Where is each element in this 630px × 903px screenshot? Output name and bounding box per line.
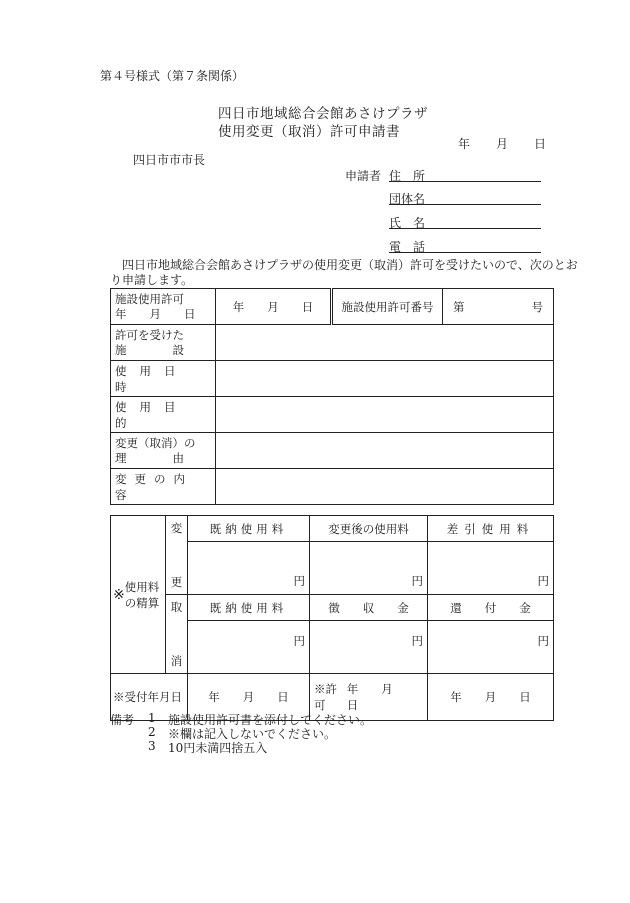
permit-date-label-a: 施設使用許可 xyxy=(115,291,184,306)
address-label: 住 所 xyxy=(389,169,426,183)
received-date-field[interactable]: 年 月 日 xyxy=(188,674,310,721)
cancel-label xyxy=(166,595,188,674)
note-2-num: 2 xyxy=(148,725,156,739)
permit-number-suffix: 号 xyxy=(531,299,543,314)
paid-fee-header: 既納使用料 xyxy=(188,516,310,542)
fee-settlement-table xyxy=(110,515,554,721)
reason-field[interactable] xyxy=(216,433,554,469)
intro-line1: 四日市地域総合会館あさけプラザの使用変更（取消）許可を受けたいので、次のとお xyxy=(110,258,578,272)
facility-label xyxy=(111,325,216,361)
permit-date: 年 月 日 xyxy=(346,682,416,712)
permit-date-label-b: 年 月 日 xyxy=(115,306,196,321)
org-name-label: 団体名 xyxy=(389,192,426,206)
change-header-row xyxy=(111,516,554,542)
reason-label-a: 変更（取消）の xyxy=(115,435,196,450)
purpose-label: 使用目的 xyxy=(111,397,216,433)
phone-label: 電 話 xyxy=(389,240,426,254)
addressee: 四日市市市長 xyxy=(133,153,206,167)
cancel-a: 取 xyxy=(170,600,183,614)
change-a: 変 xyxy=(170,521,183,535)
received-date-label: ※受付年月日 xyxy=(111,674,188,721)
permit-number-label: 施設使用許可番号 xyxy=(332,289,443,325)
content-field[interactable] xyxy=(216,469,554,505)
facility-field[interactable] xyxy=(216,325,554,361)
paid-fee-field[interactable] xyxy=(188,542,310,595)
facility-label-b: 施 設 xyxy=(115,342,184,357)
purpose-field[interactable] xyxy=(216,397,554,433)
datetime-row xyxy=(111,361,554,397)
form-title-line1: 四日市地域総合会館あさけプラザ xyxy=(218,106,428,122)
cancel-header-row xyxy=(111,595,554,621)
diff-fee-header: 差引使用料 xyxy=(428,516,554,542)
permit-date-row xyxy=(111,289,554,325)
application-date xyxy=(458,135,546,152)
yen-unit: 円 xyxy=(411,634,423,649)
permit-date-label xyxy=(111,289,216,325)
collect-field[interactable] xyxy=(310,621,428,674)
application-table xyxy=(110,288,554,505)
diff-fee-field[interactable] xyxy=(428,542,554,595)
form-number: 第４号様式（第７条関係） xyxy=(100,69,245,83)
yen-unit: 円 xyxy=(411,574,423,588)
intro-line2: り申請します。 xyxy=(110,273,194,287)
note-1-num: 1 xyxy=(148,711,156,725)
cancel-paid-fee-header: 既納使用料 xyxy=(188,595,310,621)
name-line[interactable] xyxy=(389,228,541,229)
phone-line[interactable] xyxy=(389,252,541,253)
permit-date-field[interactable]: 年 月 日 xyxy=(216,289,332,325)
yen-unit: 円 xyxy=(537,574,549,588)
note-2-text: ※欄は記入しないでください。 xyxy=(168,727,337,741)
content-label: 変更の内容 xyxy=(111,469,216,505)
reason-row xyxy=(111,433,554,469)
change-label xyxy=(166,516,188,595)
org-name-line[interactable] xyxy=(389,204,541,205)
name-label: 氏 名 xyxy=(389,216,426,230)
change-b: 更 xyxy=(170,575,183,589)
after-fee-header: 変更後の使用料 xyxy=(310,516,428,542)
date-month: 月 xyxy=(495,137,508,151)
fee-label-b: の精算 xyxy=(124,595,160,610)
permit-label: ※許可 xyxy=(314,682,337,712)
note-3-text: 10円未満四捨五入 xyxy=(168,741,268,755)
refund-field[interactable] xyxy=(428,621,554,674)
cancel-b: 消 xyxy=(170,654,183,668)
fee-label-a: 使用料 xyxy=(124,579,160,594)
facility-label-a: 許可を受けた xyxy=(115,327,184,342)
yen-unit: 円 xyxy=(537,634,549,649)
note-1-text: 施設使用許可書を添付してください。 xyxy=(168,713,373,727)
note-3-num: 3 xyxy=(148,739,156,753)
content-row xyxy=(111,469,554,505)
cancel-paid-fee-field[interactable] xyxy=(188,621,310,674)
notes-label: 備考 xyxy=(110,713,135,727)
fee-settlement-label xyxy=(111,516,166,674)
permit-number-prefix: 第 xyxy=(453,299,465,314)
datetime-field[interactable] xyxy=(216,361,554,397)
after-fee-field[interactable] xyxy=(310,542,428,595)
permit-number-field[interactable] xyxy=(443,289,554,325)
yen-unit: 円 xyxy=(293,634,305,649)
form-title-line2: 使用変更（取消）許可申請書 xyxy=(218,124,400,140)
date-day: 日 xyxy=(533,137,546,151)
purpose-row xyxy=(111,397,554,433)
reason-label xyxy=(111,433,216,469)
collect-header: 徴 収 金 xyxy=(310,595,428,621)
refund-header: 還 付 金 xyxy=(428,595,554,621)
permit-date-field-2[interactable]: 年 月 日 xyxy=(428,674,554,721)
yen-unit: 円 xyxy=(293,574,305,588)
reason-label-b: 理 由 xyxy=(115,450,184,465)
date-year: 年 xyxy=(458,137,471,151)
datetime-label: 使用日時 xyxy=(111,361,216,397)
applicant-label: 申請者 xyxy=(345,169,382,183)
facility-row xyxy=(111,325,554,361)
mark: ※ xyxy=(113,586,125,603)
address-line[interactable] xyxy=(389,181,541,182)
